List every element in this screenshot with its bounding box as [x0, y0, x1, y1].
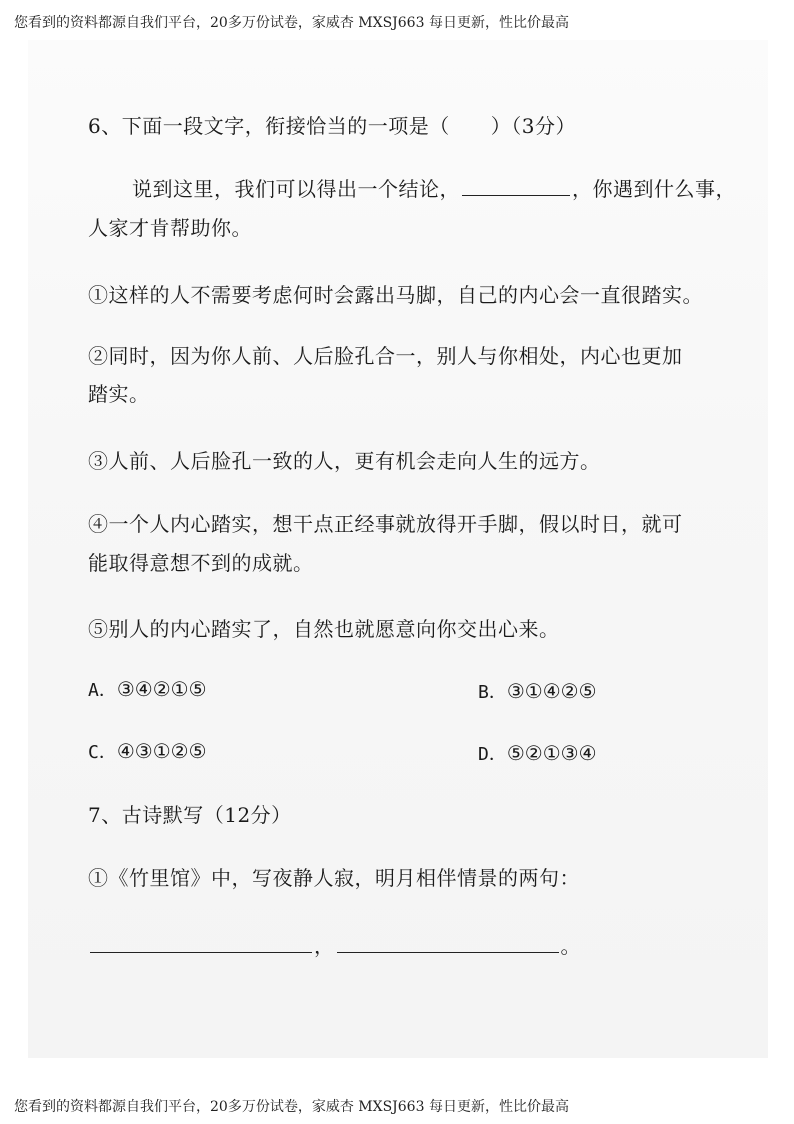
option-b[interactable]	[478, 678, 597, 704]
passage-after-blank: ，你遇到什么事，	[572, 177, 736, 201]
option-a-value: ③④②①⑤	[116, 677, 207, 701]
footer-banner: 您看到的资料都源自我们平台，20多万份试卷，家威杏 MXSJ663 每日更新，性比价最高	[14, 1099, 569, 1115]
option-c[interactable]	[88, 738, 207, 764]
sentence-2-line-1: ②同时，因为你人前、人后脸孔合一，别人与你相处，内心也更加	[88, 344, 683, 368]
option-c-letter: C．	[88, 742, 117, 763]
sentence-2-line-2: 踏实。	[88, 382, 150, 406]
poem-answer-line	[88, 930, 581, 959]
option-d-value: ⑤②①③④	[506, 741, 597, 765]
question-7-item-1: ①《竹里馆》中，写夜静人寂，明月相伴情景的两句：	[88, 866, 580, 890]
sentence-3: ③人前、人后脸孔一致的人，更有机会走向人生的远方。	[88, 449, 601, 473]
option-d-letter: D．	[478, 744, 507, 765]
poem-period: 。	[560, 934, 581, 958]
sentence-4-line-1: ④一个人内心踏实，想干点正经事就放得开手脚，假以时日，就可	[88, 512, 683, 536]
option-b-letter: B．	[478, 682, 507, 703]
sentence-4-line-2: 能取得意想不到的成就。	[88, 551, 314, 575]
answer-blank[interactable]	[462, 194, 570, 196]
option-d[interactable]	[478, 740, 597, 766]
passage-line-1	[132, 173, 736, 202]
question-6-title: 6、下面一段文字，衔接恰当的一项是（ ）（3分）	[88, 114, 576, 138]
poem-blank-1[interactable]	[90, 951, 312, 953]
option-c-value: ④③①②⑤	[116, 739, 207, 763]
poem-comma: ，	[314, 934, 335, 958]
sentence-5: ⑤别人的内心踏实了，自然也就愿意向你交出心来。	[88, 617, 560, 641]
passage-line-2: 人家才肯帮助你。	[88, 216, 252, 240]
passage-before-blank: 说到这里，我们可以得出一个结论，	[132, 177, 460, 201]
header-banner: 您看到的资料都源自我们平台，20多万份试卷，家威杏 MXSJ663 每日更新，性比价最高	[14, 15, 569, 31]
poem-blank-2[interactable]	[337, 951, 559, 953]
sentence-1: ①这样的人不需要考虑何时会露出马脚，自己的内心会一直很踏实。	[88, 283, 703, 307]
option-a-letter: A．	[88, 680, 117, 701]
option-b-value: ③①④②⑤	[506, 679, 597, 703]
question-7-title: 7、古诗默写（12分）	[88, 803, 292, 827]
option-a[interactable]	[88, 676, 207, 702]
